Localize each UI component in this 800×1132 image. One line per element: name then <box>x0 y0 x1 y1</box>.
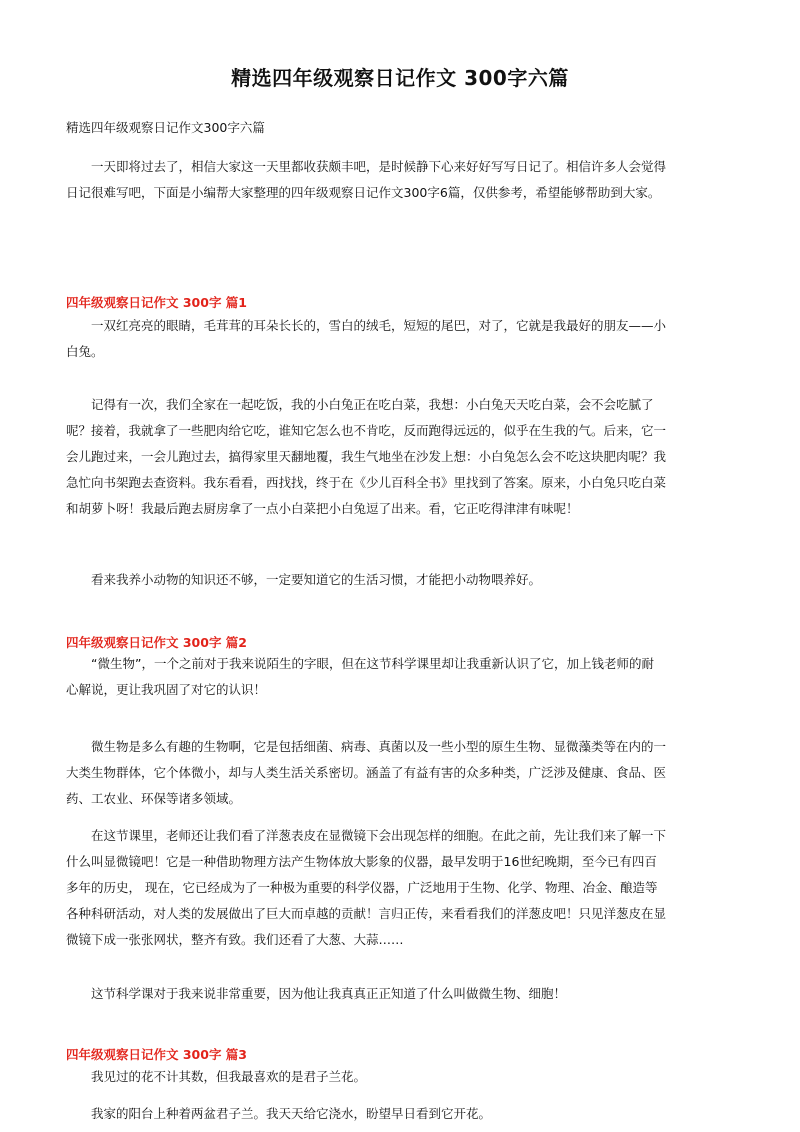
section-2-paragraph-3: 在这节课里，老师还让我们看了洋葱表皮在显微镜下会出现怎样的细胞。在此之前，先让我们来了解一下什么叫显微镜吧！它是一种借助物理方法产生物体放大影象的仪器，最早发明于16世纪晚期，至今已有四百多年的历史， 现在，它已经成为了一种极为重要的科学仪器，广泛地用于生物、化学、物理、冶金、酿造等各种科研活动，对人类的发展做出了巨大而卓越的贡献！言归正传，来看看我们的洋葱皮吧！只见洋葱皮在显微镜下成一张张网状，整齐有致。我们还看了大葱、大蒜…… <box>66 828 667 947</box>
section-heading-3: 四年级观察日记作文 300字 篇3 <box>66 1047 247 1062</box>
section-heading-1: 四年级观察日记作文 300字 篇1 <box>66 295 247 310</box>
intro-paragraph: 一天即将过去了，相信大家这一天里都收获颇丰吧，是时候静下心来好好写写日记了。相信许多人会觉得日记很难写吧，下面是小编帮大家整理的四年级观察日记作文300字6篇，仅供参考，希望能够帮助到大家。 <box>66 159 667 200</box>
section-1-paragraph-2: 记得有一次，我们全家在一起吃饭，我的小白兔正在吃白菜，我想：小白兔天天吃白菜，会不会吃腻了呢？接着，我就拿了一些肥肉给它吃，谁知它怎么也不肯吃，反而跑得远远的，似乎在生我的气。后来，它一会儿跑过来，一会儿跑过去，搞得家里天翻地覆，我生气地坐在沙发上想：小白兔怎么会不吃这块肥肉呢？我急忙向书架跑去查资料。我东看看，西找找，终于在《少儿百科全书》里找到了答案。原来，小白兔只吃白菜和胡萝卜呀！我最后跑去厨房拿了一点小白菜把小白兔逗了出来。看，它正吃得津津有味呢！ <box>66 397 667 516</box>
section-3-paragraph-2: 我家的阳台上种着两盆君子兰。我天天给它浇水，盼望早日看到它开花。 <box>91 1106 492 1121</box>
section-1-paragraph-1: 一双红亮亮的眼睛，毛茸茸的耳朵长长的，雪白的绒毛，短短的尾巴，对了，它就是我最好的朋友——小白兔。 <box>66 318 667 359</box>
section-2-paragraph-2: 微生物是多么有趣的生物啊，它是包括细菌、病毒、真菌以及一些小型的原生生物、显微藻类等在内的一大类生物群体，它个体微小，却与人类生活关系密切。涵盖了有益有害的众多种类，广泛涉及健康、食品、医药、工农业、环保等诸多领域。 <box>66 739 667 806</box>
section-2-paragraph-4: 这节科学课对于我来说非常重要，因为他让我真真正正知道了什么叫做微生物、细胞！ <box>91 986 567 1001</box>
section-2-paragraph-1: “微生物”，一个之前对于我来说陌生的字眼，但在这节科学课里却让我重新认识了它，加上钱老师的耐心解说，更让我巩固了对它的认识！ <box>66 656 654 697</box>
document-subtitle: 精选四年级观察日记作文300字六篇 <box>66 120 265 135</box>
section-3-paragraph-1: 我见过的花不计其数，但我最喜欢的是君子兰花。 <box>91 1069 367 1084</box>
section-heading-2: 四年级观察日记作文 300字 篇2 <box>66 635 247 650</box>
section-1-paragraph-3: 看来我养小动物的知识还不够，一定要知道它的生活习惯，才能把小动物喂养好。 <box>91 572 542 587</box>
document-title: 精选四年级观察日记作文 300字六篇 <box>231 66 569 90</box>
